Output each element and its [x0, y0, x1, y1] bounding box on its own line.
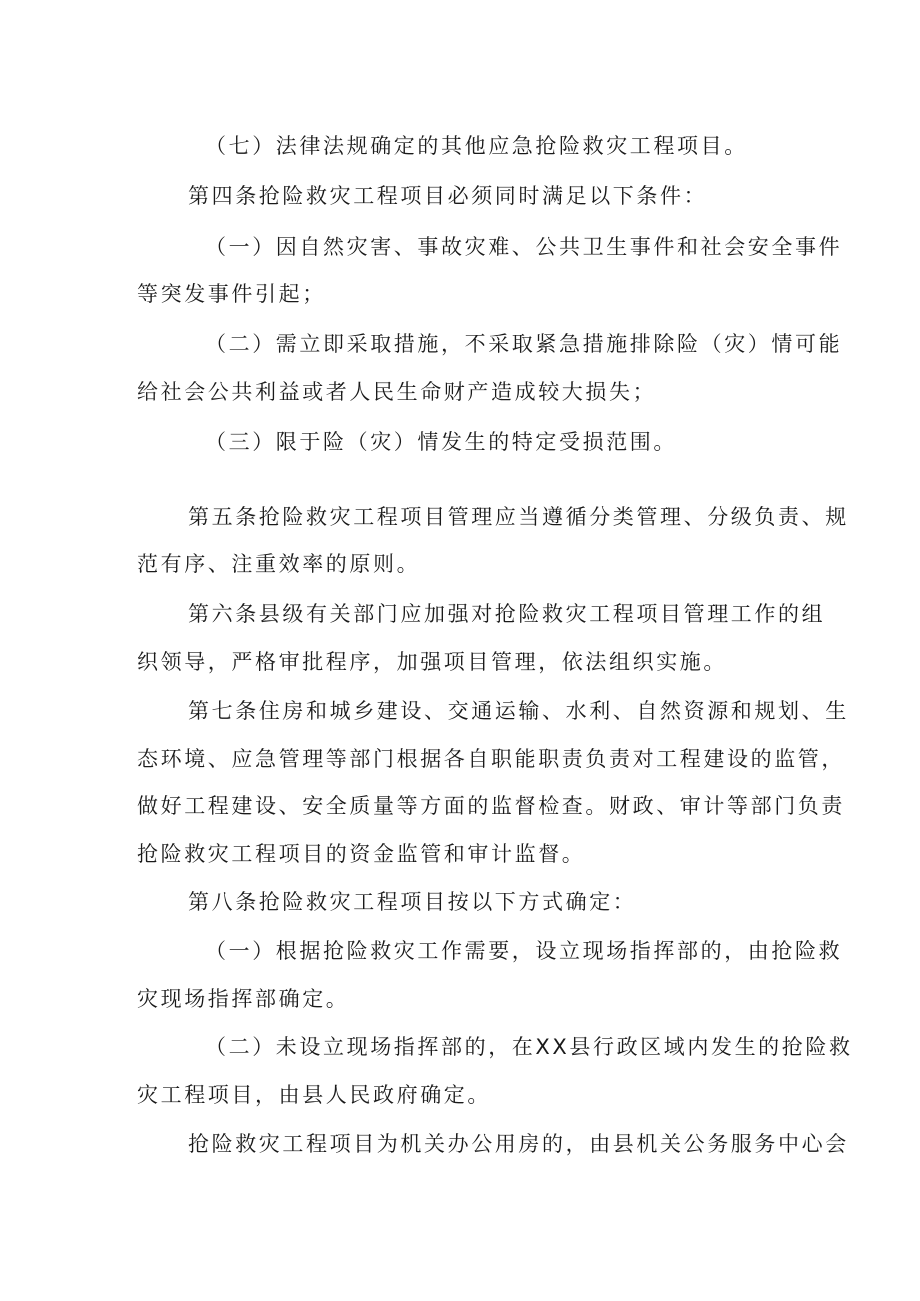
paragraph-line: 给社会公共利益或者人民生命财产造成较大损失； [137, 380, 657, 404]
paragraph-line: （七）法律法规确定的其他应急抢险救灾工程项目。 [205, 134, 748, 158]
article-line: 范有序、注重效率的原则。 [137, 552, 421, 576]
article-line: 态环境、应急管理等部门根据各自职能职责负责对工程建设的监管， [137, 747, 845, 771]
paragraph-line: （二）需立即采取措施，不采取紧急措施排除险（灾）情可能 [205, 332, 843, 356]
paragraph-line: 灾工程项目，由县人民政府确定。 [137, 1083, 491, 1107]
article-line: 织领导，严格审批程序，加强项目管理，依法组织实施。 [137, 650, 727, 674]
article-heading-line: 第四条抢险救灾工程项目必须同时满足以下条件： [188, 184, 708, 208]
article-heading-line: 第八条抢险救灾工程项目按以下方式确定： [188, 890, 637, 914]
paragraph-line: （一）根据抢险救灾工作需要，设立现场指挥部的，由抢险救 [205, 939, 843, 963]
article-line: 抢险救灾工程项目的资金监管和审计监督。 [137, 842, 586, 866]
paragraph-line: 抢险救灾工程项目为机关办公用房的，由县机关公务服务中心会 [188, 1132, 849, 1156]
article-line: 做好工程建设、安全质量等方面的监督检查。财政、审计等部门负责 [137, 794, 845, 818]
article-line: 第六条县级有关部门应加强对抢险救灾工程项目管理工作的组 [188, 602, 826, 626]
paragraph-line: 灾现场指挥部确定。 [137, 987, 350, 1011]
article-line: 第五条抢险救灾工程项目管理应当遵循分类管理、分级负责、规 [188, 505, 849, 529]
article-line: 第七条住房和城乡建设、交通运输、水利、自然资源和规划、生 [188, 699, 849, 723]
paragraph-line: （二）未设立现场指挥部的，在XX县行政区域内发生的抢险救 [205, 1035, 853, 1059]
paragraph-line: （三）限于险（灾）情发生的特定受损范围。 [205, 430, 677, 454]
paragraph-line: 等突发事件引起； [137, 282, 326, 306]
paragraph-line: （一）因自然灾害、事故灾难、公共卫生事件和社会安全事件 [205, 235, 843, 259]
